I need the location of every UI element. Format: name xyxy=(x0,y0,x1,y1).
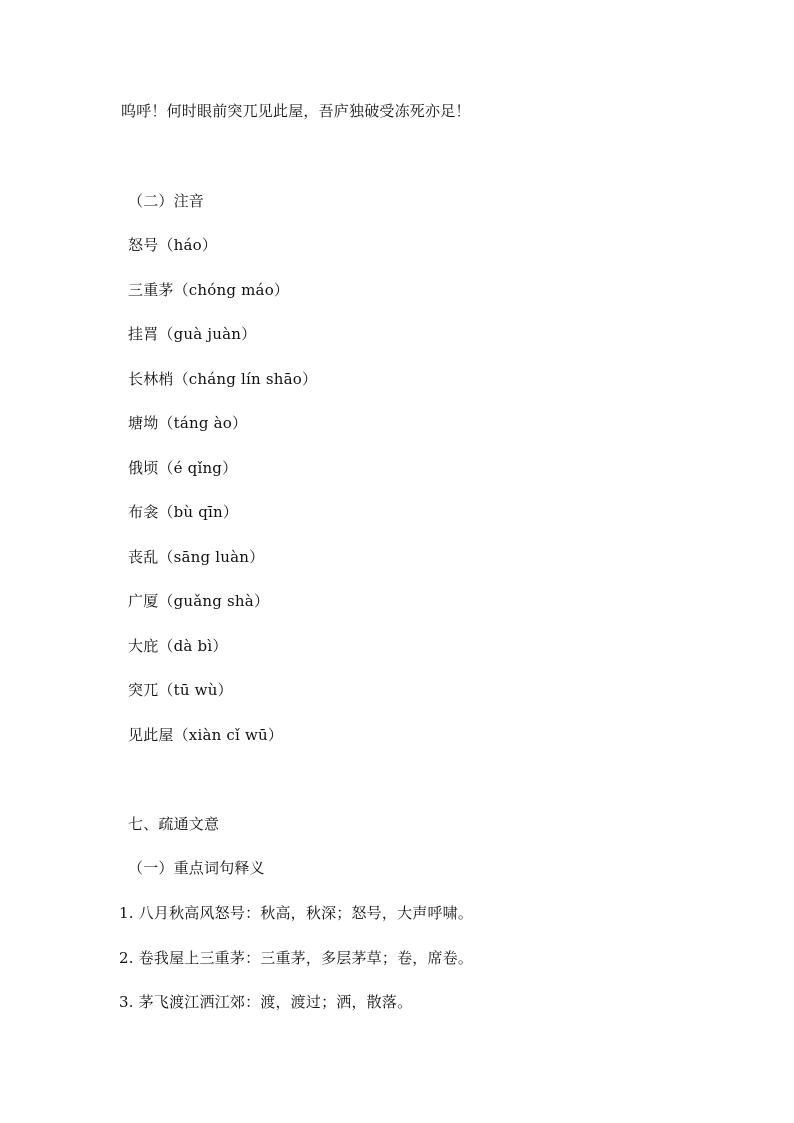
pinyin-item: 广厦（guǎng shà） xyxy=(128,592,270,610)
pinyin-item: 见此屋（xiàn cǐ wū） xyxy=(128,726,284,744)
meaning-item: 3. 茅飞渡江洒江郊：渡，渡过；洒，散落。 xyxy=(119,993,413,1011)
pinyin-item: 塘坳（táng ào） xyxy=(128,414,248,432)
pinyin-item: 俄顷（é qǐng） xyxy=(128,459,238,477)
pinyin-item: 长林梢（cháng lín shāo） xyxy=(128,370,318,388)
meaning-item: 1. 八月秋高风怒号：秋高，秋深；怒号，大声呼啸。 xyxy=(119,904,474,922)
pinyin-item: 三重茅（chóng máo） xyxy=(128,281,290,299)
meaning-subheading: （一）重点词句释义 xyxy=(128,859,265,877)
pinyin-item: 突兀（tū wù） xyxy=(128,681,233,699)
pinyin-item: 怒号（háo） xyxy=(128,236,218,254)
meaning-item: 2. 卷我屋上三重茅：三重茅，多层茅草；卷，席卷。 xyxy=(119,949,474,967)
poem-last-line: 呜呼！何时眼前突兀见此屋，吾庐独破受冻死亦足！ xyxy=(121,102,471,120)
pinyin-item: 大庇（dà bì） xyxy=(128,637,228,655)
pinyin-item: 挂罥（guà juàn） xyxy=(128,325,257,343)
pronunciation-heading: （二）注音 xyxy=(128,192,205,210)
pinyin-item: 布衾（bù qīn） xyxy=(128,503,239,521)
pinyin-item: 丧乱（sāng luàn） xyxy=(128,548,265,566)
meaning-section-title: 七、疏通文意 xyxy=(128,815,220,833)
